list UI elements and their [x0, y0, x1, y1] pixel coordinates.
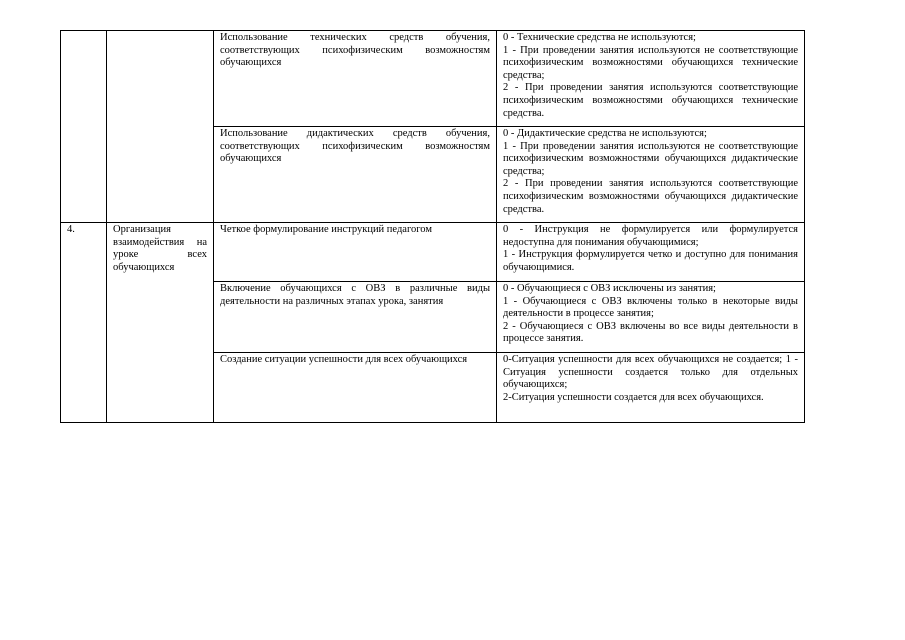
score-line: 2 - При проведении занятия используются соответствующие психофизическим возможностями обучающихся технические средства. — [503, 82, 798, 119]
scores-cell — [497, 31, 805, 127]
number-cell: 4. — [61, 223, 107, 423]
criterion-cell: Использование технических средств обучения, соответствующих психофизическим возможностям обучающихся — [214, 31, 497, 127]
score-line: 1 - Обучающиеся с ОВЗ включены только в некоторые виды деятельности в процессе занятия; — [503, 295, 798, 320]
score-line: 2 - Обучающиеся с ОВЗ включены во все виды деятельности в процессе занятия. — [503, 320, 798, 345]
block-cell: Организация взаимодействия на уроке всех обучающихся — [107, 223, 214, 423]
table-row — [61, 31, 805, 127]
score-line: 1 - При проведении занятия используются не соответствующие психофизическим возможностями обучающихся технические средства; — [503, 44, 798, 81]
score-line: 0 - Инструкция не формулируется или формулируется недоступна для понимания обучающимися; — [503, 224, 798, 248]
criterion-cell: Создание ситуации успешности для всех обучающихся — [214, 353, 497, 423]
criterion-cell: Четкое формулирование инструкций педагогом — [214, 223, 497, 282]
score-line: 0 - Дидактические средства не используются; — [503, 128, 707, 139]
criterion-cell: Включение обучающихся с ОВЗ в различные виды деятельности на различных этапах урока, занятия — [214, 282, 497, 353]
score-line: 2-Ситуация успешности создается для всех обучающихся. — [503, 391, 764, 403]
score-line: 0-Ситуация успешности для всех обучающихся не создается; 1 - Ситуация успешности создается только для отдельных обучающихся; — [503, 354, 798, 391]
table-row — [61, 223, 805, 282]
block-cell — [107, 31, 214, 223]
score-line: 1 - При проведении занятия используются не соответствующие психофизическим возможностями обучающихся дидактические средства; — [503, 140, 798, 177]
scores-cell — [497, 223, 805, 282]
score-line: 1 - Инструкция формулируется четко и доступно для понимания обучающимися. — [503, 249, 798, 273]
scores-cell — [497, 127, 805, 223]
scores-cell — [497, 282, 805, 353]
criterion-cell: Использование дидактических средств обучения, соответствующих психофизическим возможностям обучающихся — [214, 127, 497, 223]
score-line: 0 - Технические средства не используются; — [503, 32, 696, 43]
scores-cell — [497, 353, 805, 423]
score-line: 0 - Обучающиеся с ОВЗ исключены из занятия; — [503, 283, 716, 294]
number-cell — [61, 31, 107, 223]
criteria-table — [60, 30, 805, 423]
score-line: 2 - При проведении занятия используются соответствующие психофизическим возможностями обучающихся дидактические средства. — [503, 178, 798, 215]
